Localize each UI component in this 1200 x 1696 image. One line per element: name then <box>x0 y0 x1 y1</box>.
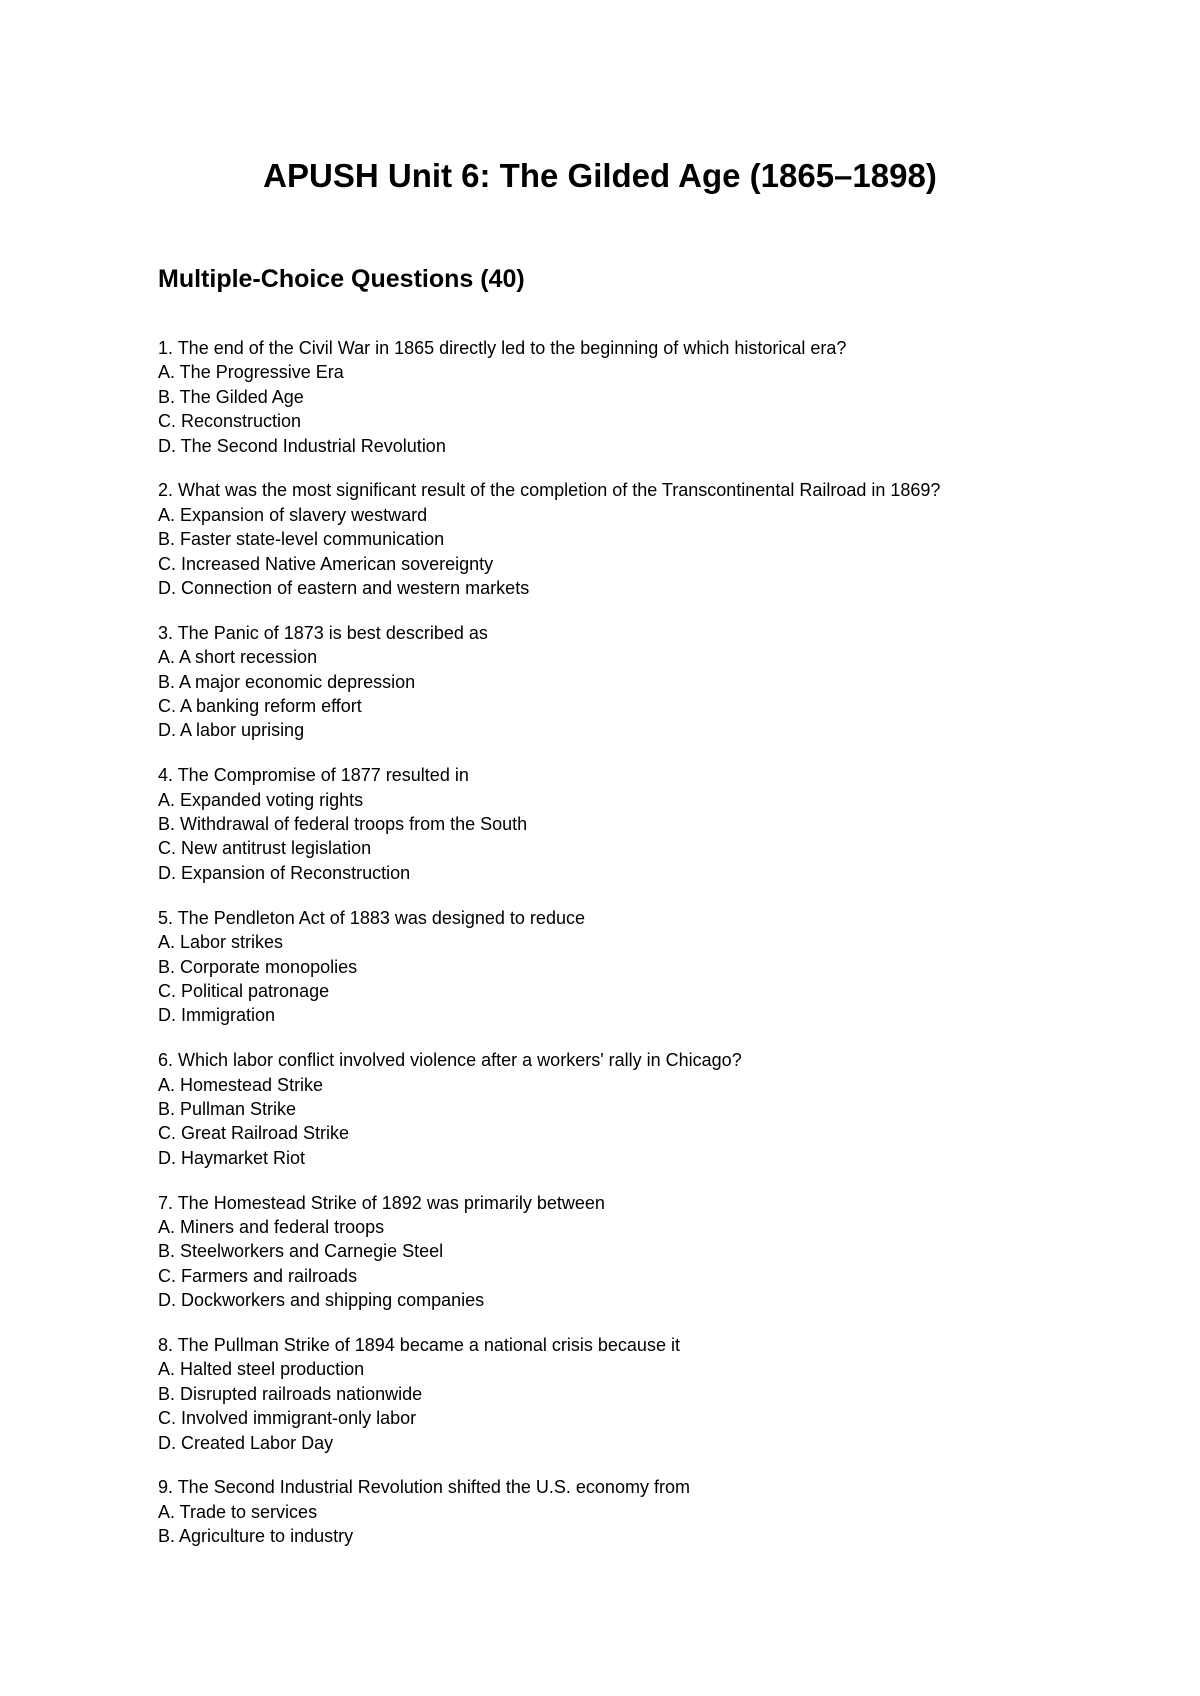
answer-option: A. Labor strikes <box>158 932 284 953</box>
answer-option: C. A banking reform effort <box>158 696 362 717</box>
question-item <box>158 1191 1158 1313</box>
answer-option: D. Expansion of Reconstruction <box>158 862 411 883</box>
answer-option: D. The Second Industrial Revolution <box>158 435 446 456</box>
question-item <box>158 906 1158 1028</box>
question-item <box>158 763 1158 885</box>
question-item <box>158 621 1158 743</box>
question-text: 7. The Homestead Strike of 1892 was primarily between <box>158 1192 605 1213</box>
question-text: 6. Which labor conflict involved violence after a workers' rally in Chicago? <box>158 1050 742 1071</box>
answer-option: D. Created Labor Day <box>158 1432 334 1453</box>
question-text: 1. The end of the Civil War in 1865 directly led to the beginning of which historical era? <box>158 338 847 358</box>
answer-option: A. Halted steel production <box>158 1359 365 1380</box>
answer-option: D. Immigration <box>158 1005 276 1026</box>
answer-option: B. Corporate monopolies <box>158 956 358 977</box>
answer-option: B. Agriculture to industry <box>158 1526 354 1547</box>
answer-option: C. Involved immigrant-only labor <box>158 1408 417 1429</box>
answer-option: A. Expansion of slavery westward <box>158 504 428 525</box>
question-item <box>158 336 1158 458</box>
answer-option: A. A short recession <box>158 647 318 668</box>
answer-option: B. Faster state-level communication <box>158 529 445 550</box>
answer-option: D. A labor uprising <box>158 720 305 741</box>
answer-option: B. Pullman Strike <box>158 1098 297 1119</box>
answer-option: A. Trade to services <box>158 1501 318 1522</box>
question-text: 2. What was the most significant result of the completion of the Transcontinental Railroad in 1869? <box>158 480 941 501</box>
answer-option: C. Increased Native American sovereignty <box>158 553 494 574</box>
question-text: 9. The Second Industrial Revolution shifted the U.S. economy from <box>158 1477 690 1498</box>
answer-option: B. Withdrawal of federal troops from the South <box>158 814 528 835</box>
answer-option: B. Disrupted railroads nationwide <box>158 1383 423 1404</box>
question-text: 5. The Pendleton Act of 1883 was designed to reduce <box>158 907 585 928</box>
question-item <box>158 1333 1158 1455</box>
answer-option: D. Haymarket Riot <box>158 1147 306 1168</box>
answer-option: C. New antitrust legislation <box>158 838 372 859</box>
question-text: 3. The Panic of 1873 is best described as <box>158 622 488 643</box>
answer-option: C. Political patronage <box>158 980 330 1001</box>
question-item <box>158 1475 1158 1548</box>
question-item <box>158 1048 1158 1170</box>
answer-option: D. Dockworkers and shipping companies <box>158 1290 485 1311</box>
answer-option: B. The Gilded Age <box>158 386 304 407</box>
section-heading: Multiple-Choice Questions (40) <box>158 265 525 293</box>
answer-option: C. Farmers and railroads <box>158 1265 358 1286</box>
answer-option: B. A major economic depression <box>158 671 416 692</box>
question-item <box>158 478 1158 600</box>
question-list <box>158 336 1158 1569</box>
answer-option: A. Expanded voting rights <box>158 789 364 810</box>
question-text: 8. The Pullman Strike of 1894 became a national crisis because it <box>158 1334 680 1355</box>
answer-option: A. Miners and federal troops <box>158 1216 385 1237</box>
document-title: APUSH Unit 6: The Gilded Age (1865–1898) <box>263 157 937 194</box>
answer-option: C. Great Railroad Strike <box>158 1123 350 1144</box>
answer-option: D. Connection of eastern and western markets <box>158 578 530 599</box>
answer-option: C. Reconstruction <box>158 411 302 432</box>
question-text: 4. The Compromise of 1877 resulted in <box>158 765 469 786</box>
answer-option: B. Steelworkers and Carnegie Steel <box>158 1241 444 1262</box>
answer-option: A. The Progressive Era <box>158 362 344 383</box>
answer-option: A. Homestead Strike <box>158 1074 324 1095</box>
